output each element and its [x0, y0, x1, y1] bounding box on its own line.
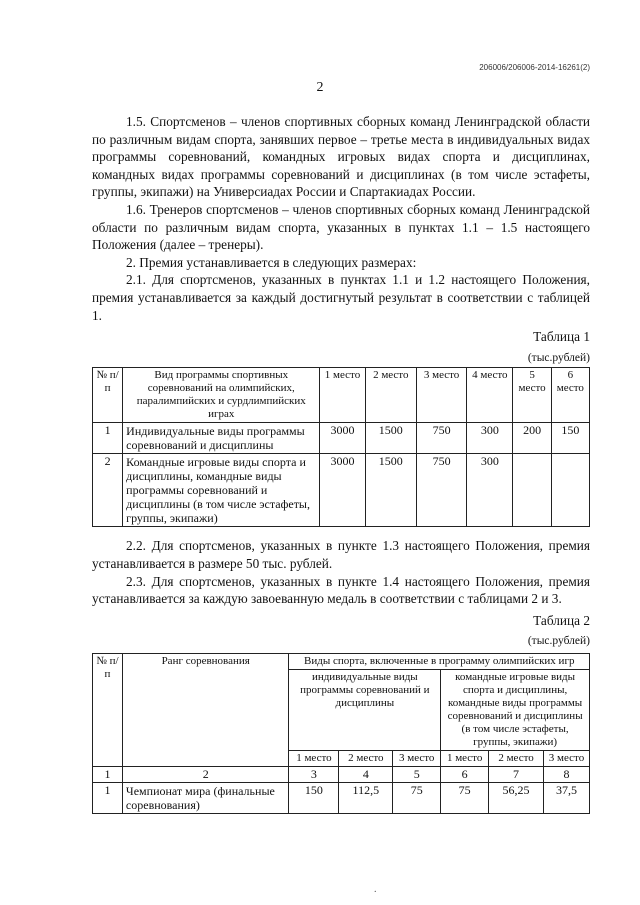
row-rank: Чемпионат мира (финальные соревнования)	[122, 782, 289, 813]
table1-units: (тыс.рублей)	[527, 351, 590, 364]
header-place: 5 место	[513, 368, 551, 423]
index-cell: 7	[489, 766, 544, 782]
header-place: 1 место	[289, 750, 339, 766]
cell-value: 1500	[365, 454, 416, 527]
row-type: Индивидуальные виды программы соревнований и дисциплины	[123, 423, 320, 454]
row-num: 1	[93, 782, 123, 813]
header-num: № п/п	[93, 368, 123, 423]
table-1	[92, 367, 590, 527]
cell-value: 75	[441, 782, 489, 813]
header-place: 2 место	[365, 368, 416, 423]
row-num: 1	[93, 423, 123, 454]
cell-value: 150	[551, 423, 589, 454]
paragraph-2-2: 2.2. Для спортсменов, указанных в пункте 1.3 настоящего Положения, премия устанавливается в размере 50 тыс. рублей.	[92, 538, 590, 571]
cell-value: 1500	[365, 423, 416, 454]
paragraph-1-5: 1.5. Спортсменов – членов спортивных сборных команд Ленинградской области по различным видам спорта, занявших первое – третье места в индивидуальных видах программы соревнований, командных игровых видах спорта и дисциплинах, командных видах программы соревнований и дисциплинах (в том числе эстафеты, группы, экипажи) на Универсиадах России и Спартакиадах России.	[92, 114, 590, 200]
cell-value: 37,5	[544, 782, 590, 813]
header-place: 4 место	[467, 368, 513, 423]
table1-caption: Таблица 1	[533, 329, 590, 345]
paragraph-2: 2. Премия устанавливается в следующих размерах:	[126, 254, 417, 270]
document-body	[92, 113, 590, 814]
header-place: 1 место	[320, 368, 365, 423]
index-cell: 8	[544, 766, 590, 782]
paragraph-1-6: 1.6. Тренеров спортсменов – членов спортивных сборных команд Ленинградской области по различным видам спорта, указанных в пунктах 1.1 – 1.5 настоящего Положения (далее – тренеры).	[92, 201, 590, 253]
index-cell: 1	[93, 766, 123, 782]
table-2	[92, 653, 590, 814]
table2-caption: Таблица 2	[533, 612, 590, 628]
paragraph-2-3: 2.3. Для спортсменов, указанных в пункте 1.4 настоящего Положения, премия устанавливается за каждую завоеванную медаль в соответствии с таблицами 2 и 3.	[92, 573, 590, 607]
table-row	[93, 423, 590, 454]
cell-value: 56,25	[489, 782, 544, 813]
header-place: 6 место	[551, 368, 589, 423]
cell-value: 200	[513, 423, 551, 454]
cell-value	[551, 454, 589, 527]
table-row	[93, 782, 590, 813]
header-place: 2 место	[339, 750, 393, 766]
header-rank: Ранг соревнования	[122, 653, 289, 766]
table-header-row	[93, 653, 590, 669]
index-cell: 3	[289, 766, 339, 782]
header-place: 3 место	[544, 750, 590, 766]
cell-value	[513, 454, 551, 527]
table-row	[93, 454, 590, 527]
header-place: 3 место	[416, 368, 466, 423]
header-individual: индивидуальные виды программы соревнований и дисциплины	[289, 669, 441, 750]
index-cell: 5	[393, 766, 441, 782]
row-num: 2	[93, 454, 123, 527]
cell-value: 75	[393, 782, 441, 813]
table2-units: (тыс.рублей)	[527, 635, 590, 648]
header-place: 3 место	[393, 750, 441, 766]
document-id: 206006/206006-2014-16261(2)	[479, 63, 590, 72]
index-cell: 6	[441, 766, 489, 782]
index-row	[93, 766, 590, 782]
header-num: № п/п	[93, 653, 123, 766]
cell-value: 750	[416, 454, 466, 527]
cell-value: 3000	[320, 454, 365, 527]
header-type: Вид программы спортивных соревнований на олимпийских, паралимпийских и сурдлимпийских играх	[123, 368, 320, 423]
page-number: 2	[316, 80, 324, 95]
footer-mark: .	[374, 884, 377, 895]
table-header-row	[93, 368, 590, 423]
header-place: 1 место	[441, 750, 489, 766]
cell-value: 300	[467, 454, 513, 527]
index-cell: 2	[122, 766, 289, 782]
header-team: командные игровые виды спорта и дисциплины, командные виды программы соревнований и дисциплины (в том числе эстафеты, группы, экипажи)	[441, 669, 590, 750]
cell-value: 3000	[320, 423, 365, 454]
header-place: 2 место	[489, 750, 544, 766]
row-type: Командные игровые виды спорта и дисциплины, командные виды программы соревнований и дисциплины (в том числе эстафеты, группы, экипажи)	[123, 454, 320, 527]
cell-value: 112,5	[339, 782, 393, 813]
cell-value: 750	[416, 423, 466, 454]
paragraph-2-1: 2.1. Для спортсменов, указанных в пунктах 1.1 и 1.2 настоящего Положения, премия устанавливается за каждый достигнутый результат в соответствии с таблицей 1.	[92, 272, 590, 323]
cell-value: 300	[467, 423, 513, 454]
cell-value: 150	[289, 782, 339, 813]
header-group: Виды спорта, включенные в программу олимпийских игр	[289, 653, 590, 669]
index-cell: 4	[339, 766, 393, 782]
